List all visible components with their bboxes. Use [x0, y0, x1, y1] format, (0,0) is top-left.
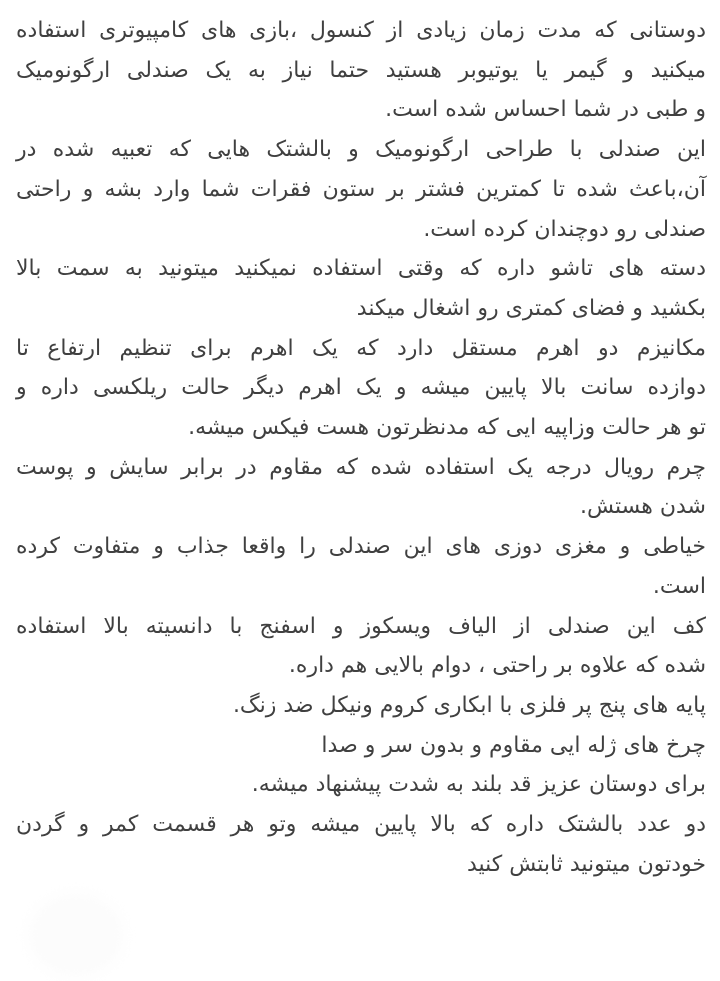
- text-line: خودتون میتونید ثابتش کنید: [466, 851, 706, 877]
- text-line: چرم رویال درجه یک استفاده شده که مقاوم در برابر سایش و پوست: [16, 454, 706, 480]
- paragraph: [16, 686, 706, 726]
- text-line: دسته های تاشو داره که وقتی استفاده نمیکنید میتونید به سمت بالا: [16, 256, 706, 282]
- paragraph: [16, 130, 706, 249]
- text-line: خیاطی و مغزی دوزی های این صندلی را واقعا جذاب و متفاوت کرده: [16, 534, 706, 560]
- paragraph: [16, 249, 706, 328]
- text-line: است.: [652, 573, 706, 599]
- text-line: شدن هستش.: [579, 494, 706, 520]
- text-line: کف این صندلی از الیاف ویسکوز و اسفنج با دانسیته بالا استفاده: [16, 613, 706, 639]
- text-line: چرخ های ژله ایی مقاوم و بدون سر و صدا: [321, 732, 706, 758]
- text-line: مکانیزم دو اهرم مستقل دارد که یک اهرم برای تنظیم ارتفاع تا: [16, 335, 706, 361]
- paragraph: [16, 448, 706, 527]
- text-line: شده که علاوه بر راحتی ، دوام بالایی هم داره.: [288, 653, 706, 679]
- paragraph: [16, 607, 706, 686]
- paragraph: [16, 11, 706, 130]
- text-line: برای دوستان عزیز قد بلند به شدت پیشنهاد میشه.: [251, 772, 706, 798]
- text-line: دوازده سانت بالا پایین میشه و یک اهرم دیگر حالت ریلکسی داره و: [16, 375, 706, 401]
- faint-watermark-blob: [28, 893, 124, 977]
- paragraph: [16, 726, 706, 766]
- product-description: [16, 11, 706, 884]
- text-line: آن،باعث شده تا کمترین فشتر بر ستون فقرات شما وارد بشه و راحتی: [16, 176, 706, 202]
- text-line: پایه های پنج پر فلزی با ابکاری کروم ونیکل ضد زنگ.: [232, 692, 706, 718]
- text-line: این صندلی با طراحی ارگونومیک و بالشتک هایی که تعبیه شده در: [16, 137, 706, 163]
- paragraph: [16, 527, 706, 606]
- text-line: دوستانی که مدت زمان زیادی از کنسول ،بازی های کامپیوتری استفاده: [16, 18, 706, 43]
- paragraph: [16, 805, 706, 884]
- text-line: تو هر حالت وزاپیه ایی که مدنظرتون هست فیکس میشه.: [188, 415, 706, 441]
- text-line: دو عدد بالشتک داره که بالا پایین میشه وتو هر قسمت کمر و گردن: [16, 812, 706, 838]
- paragraph: [16, 765, 706, 805]
- text-line: بکشید و فضای کمتری رو اشغال میکند: [356, 295, 706, 321]
- text-line: میکنید و گیمر یا یوتیوبر هستید حتما نیاز به یک صندلی ارگونومیک: [16, 57, 706, 83]
- text-line: صندلی رو دوچندان کرده است.: [423, 216, 706, 242]
- paragraph: [16, 329, 706, 448]
- text-line: و طبی در شما احساس شده است.: [385, 97, 706, 123]
